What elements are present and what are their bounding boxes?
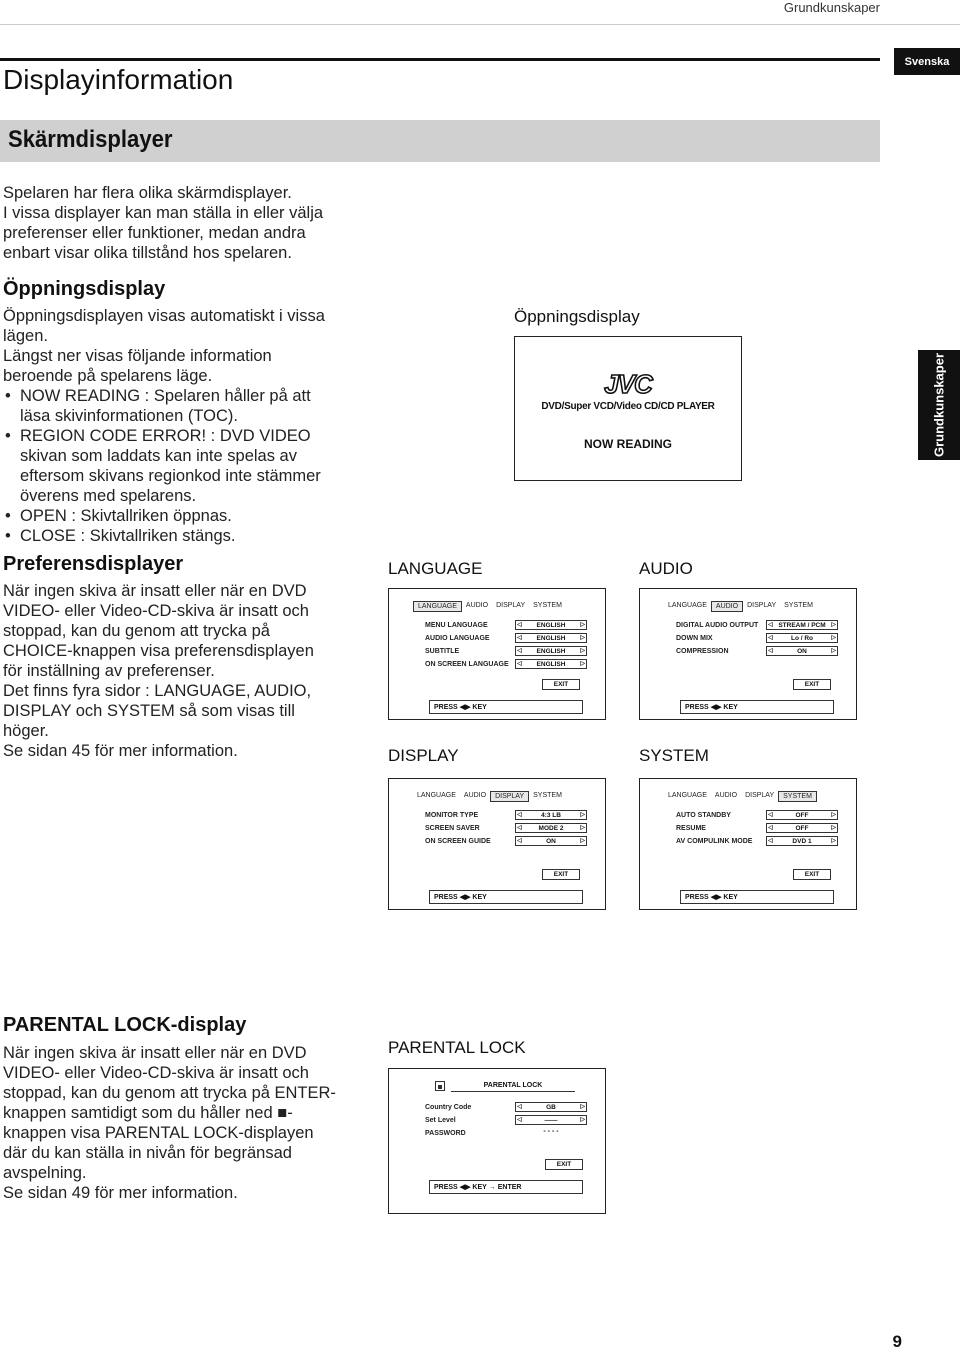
parental-screen xyxy=(388,1068,606,1214)
key-hint-key: KEY xyxy=(723,703,738,711)
bullet-item xyxy=(3,426,383,506)
opening-line: beroende på spelarens läge. xyxy=(3,367,213,385)
key-hint-press: PRESS xyxy=(434,703,458,711)
left-arrow-icon: ◁ xyxy=(768,648,773,654)
setting-value[interactable] xyxy=(515,823,587,833)
left-arrow-icon: ◁ xyxy=(768,635,773,641)
left-arrow-icon: ◁ xyxy=(517,635,522,641)
setting-label: RESUME xyxy=(676,825,706,832)
pref-line: När ingen skiva är insatt eller när en DVD xyxy=(3,582,307,600)
setting-label: SCREEN SAVER xyxy=(425,825,480,832)
pref-line: CHOICE-knappen visa preferensdisplayen xyxy=(3,642,314,660)
intro-line: Spelaren har flera olika skärmdisplayer. xyxy=(3,184,292,202)
setting-value[interactable] xyxy=(766,633,838,643)
opening-screen xyxy=(514,336,742,481)
pref-line: DISPLAY och SYSTEM så som visas till xyxy=(3,702,295,720)
right-arrow-icon: ▷ xyxy=(580,648,585,654)
exit-button[interactable]: EXIT xyxy=(542,679,580,690)
bullet-line: överens med spelarens. xyxy=(20,487,197,505)
tab-system[interactable]: SYSTEM xyxy=(778,791,817,802)
left-right-arrow-icon: ◀▶ xyxy=(710,894,722,901)
key-hint-press: PRESS xyxy=(685,893,709,901)
exit-button[interactable]: EXIT xyxy=(545,1159,583,1170)
display-screen xyxy=(388,778,606,910)
left-arrow-icon: ◁ xyxy=(768,812,773,818)
bullet-line: • OPEN : Skivtallriken öppnas. xyxy=(20,507,232,525)
setting-label: DIGITAL AUDIO OUTPUT xyxy=(676,622,759,629)
side-tab-label: Grundkunskaper xyxy=(931,352,947,458)
opening-line: Öppningsdisplayen visas automatiskt i vissa xyxy=(3,307,325,325)
tab-display[interactable]: DISPLAY xyxy=(745,792,775,799)
left-arrow-icon: ◁ xyxy=(768,825,773,831)
parental-line: knappen samtidigt som du håller ned ■- xyxy=(3,1104,293,1122)
setting-value-text: OFF xyxy=(795,811,809,819)
setting-value-text: ENGLISH xyxy=(536,621,566,629)
setting-label: Country Code xyxy=(425,1104,472,1111)
page-number: 9 xyxy=(892,1332,902,1351)
parental-line: avspelning. xyxy=(3,1164,87,1182)
parental-line: Se sidan 49 för mer information. xyxy=(3,1184,238,1202)
right-arrow-icon: ▷ xyxy=(580,1104,585,1110)
setting-value-text: OFF xyxy=(795,824,809,832)
setting-value[interactable] xyxy=(515,646,587,656)
section-title: Skärmdisplayer xyxy=(8,126,173,153)
left-arrow-icon: ◁ xyxy=(768,838,773,844)
setting-label: Set Level xyxy=(425,1117,456,1124)
tab-system[interactable]: SYSTEM xyxy=(784,602,813,609)
pref-line: för inställning av preferenser. xyxy=(3,662,215,680)
right-arrow-icon: ▷ xyxy=(831,635,836,641)
system-screen xyxy=(639,778,857,910)
right-arrow-icon: ▷ xyxy=(580,661,585,667)
setting-label: ON SCREEN LANGUAGE xyxy=(425,661,509,668)
bullet-line: eftersom skivans regionkod inte stämmer xyxy=(20,467,321,485)
left-arrow-icon: ◁ xyxy=(517,1117,522,1123)
right-arrow-icon: ▷ xyxy=(831,838,836,844)
running-head: Grundkunskaper xyxy=(783,0,880,15)
right-arrow-icon: ▷ xyxy=(831,648,836,654)
system-caption: SYSTEM xyxy=(639,746,709,765)
key-hint-bar xyxy=(429,1180,583,1194)
left-right-arrow-icon: ◀▶ xyxy=(459,704,471,711)
setting-label: MONITOR TYPE xyxy=(425,812,479,819)
bullet-line: • REGION CODE ERROR! : DVD VIDEO xyxy=(20,427,311,445)
parental-text xyxy=(3,1043,383,1203)
language-screen xyxy=(388,588,606,720)
set-level-value[interactable] xyxy=(515,1115,587,1125)
parental-caption: PARENTAL LOCK xyxy=(388,1038,526,1057)
left-arrow-icon: ◁ xyxy=(517,622,522,628)
player-model: DVD/Super VCD/Video CD/CD PLAYER xyxy=(541,401,715,412)
right-arrow-icon: ▷ xyxy=(831,812,836,818)
setting-value[interactable] xyxy=(515,836,587,846)
top-rule xyxy=(0,24,960,25)
intro-line: I vissa displayer kan man ställa in eller välja xyxy=(3,204,324,222)
tab-display[interactable]: DISPLAY xyxy=(747,602,777,609)
preferences-heading: Preferensdisplayer xyxy=(3,553,184,575)
pref-line: Se sidan 45 för mer information. xyxy=(3,742,238,760)
intro-line: preferenser eller funktioner, medan andra xyxy=(3,224,306,242)
tab-language[interactable]: LANGUAGE xyxy=(413,601,462,612)
right-arrow-icon: → xyxy=(488,1183,496,1191)
left-right-arrow-icon: ◀▶ xyxy=(459,1184,471,1191)
setting-value-text: MODE 2 xyxy=(538,824,564,832)
screen-tabs xyxy=(413,601,566,612)
pref-line: Det finns fyra sidor : LANGUAGE, AUDIO, xyxy=(3,682,312,700)
setting-value[interactable] xyxy=(766,836,838,846)
screen-tabs xyxy=(664,601,817,612)
tab-display[interactable]: DISPLAY xyxy=(496,602,526,609)
key-hint-bar xyxy=(429,700,583,714)
setting-value[interactable] xyxy=(766,620,838,630)
parental-line: stoppad, kan du genom att trycka på ENTER- xyxy=(3,1084,336,1102)
right-arrow-icon: ▷ xyxy=(580,1117,585,1123)
setting-label: DOWN MIX xyxy=(676,635,713,642)
left-arrow-icon: ◁ xyxy=(768,622,773,628)
key-hint-bar xyxy=(429,890,583,904)
password-field[interactable]: - - - - xyxy=(543,1128,559,1135)
tab-audio[interactable]: AUDIO xyxy=(711,601,743,612)
pref-line: stoppad, kan du genom att trycka på xyxy=(3,622,270,640)
right-arrow-icon: ▷ xyxy=(580,838,585,844)
setting-value-text: ENGLISH xyxy=(536,634,566,642)
jvc-logo: JVC xyxy=(604,369,652,399)
status-text: NOW READING xyxy=(584,437,672,451)
setting-value-text: ENGLISH xyxy=(536,647,566,655)
opening-text xyxy=(3,306,383,546)
setting-value-text: 4:3 LB xyxy=(541,811,561,819)
setting-value-text: —— xyxy=(544,1116,558,1124)
display-caption: DISPLAY xyxy=(388,746,459,765)
setting-value-text: STREAM / PCM xyxy=(778,621,826,629)
setting-value-text: ENGLISH xyxy=(536,660,566,668)
left-arrow-icon: ◁ xyxy=(517,812,522,818)
setting-label: PASSWORD xyxy=(425,1130,466,1137)
opening-line: Längst ner visas följande information xyxy=(3,347,272,365)
parental-heading: PARENTAL LOCK-display xyxy=(3,1014,247,1036)
bullet-item xyxy=(3,526,383,546)
bullet-item xyxy=(3,506,383,526)
setting-value-text: Lo / Ro xyxy=(790,634,814,642)
audio-caption: AUDIO xyxy=(639,559,693,578)
tab-audio[interactable]: AUDIO xyxy=(714,792,738,799)
opening-heading: Öppningsdisplay xyxy=(3,278,166,300)
parental-title: PARENTAL LOCK xyxy=(451,1080,575,1092)
language-tab: Svenska xyxy=(894,48,960,75)
setting-label: MENU LANGUAGE xyxy=(425,622,488,629)
preferences-text xyxy=(3,581,383,761)
left-arrow-icon: ◁ xyxy=(517,661,522,667)
opening-bullets xyxy=(3,386,383,546)
key-hint-enter: ENTER xyxy=(497,1183,522,1191)
tab-language[interactable]: LANGUAGE xyxy=(668,792,707,799)
setting-label: COMPRESSION xyxy=(676,648,729,655)
left-arrow-icon: ◁ xyxy=(517,1104,522,1110)
setting-value-text: ON xyxy=(546,837,556,845)
setting-label: SUBTITLE xyxy=(425,648,460,655)
tab-language[interactable]: LANGUAGE xyxy=(668,602,707,609)
parental-line: där du kan ställa in nivån för begränsad xyxy=(3,1144,292,1162)
right-arrow-icon: ▷ xyxy=(831,825,836,831)
parental-line: När ingen skiva är insatt eller när en DVD xyxy=(3,1044,307,1062)
country-code-value[interactable] xyxy=(515,1102,587,1112)
parental-line: knappen visa PARENTAL LOCK-displayen xyxy=(3,1124,314,1142)
opening-line: lägen. xyxy=(3,327,48,345)
tab-system[interactable]: SYSTEM xyxy=(533,792,562,799)
exit-button[interactable]: EXIT xyxy=(793,679,831,690)
heading-rule xyxy=(0,58,880,61)
setting-label: AUTO STANDBY xyxy=(676,812,731,819)
right-arrow-icon: ▷ xyxy=(831,622,836,628)
key-hint-key: KEY xyxy=(723,893,738,901)
left-arrow-icon: ◁ xyxy=(517,838,522,844)
tab-display[interactable]: DISPLAY xyxy=(490,791,529,802)
setting-value[interactable] xyxy=(766,646,838,656)
pref-line: VIDEO- eller Video-CD-skiva är insatt och xyxy=(3,602,309,620)
tab-audio[interactable]: AUDIO xyxy=(463,792,487,799)
bullet-line: läsa skivinformationen (TOC). xyxy=(20,407,238,425)
right-arrow-icon: ▷ xyxy=(580,812,585,818)
setting-value[interactable] xyxy=(766,810,838,820)
exit-button[interactable]: EXIT xyxy=(542,869,580,880)
side-tab xyxy=(918,350,960,460)
setting-value-text: GB xyxy=(546,1103,556,1111)
screen-tabs xyxy=(413,791,566,802)
key-hint-press: PRESS xyxy=(434,1183,458,1191)
exit-button[interactable]: EXIT xyxy=(793,869,831,880)
language-caption: LANGUAGE xyxy=(388,559,483,578)
intro-line: enbart visar olika tillstånd hos spelaren. xyxy=(3,244,292,262)
setting-value[interactable] xyxy=(515,659,587,669)
screen-tabs xyxy=(664,791,817,802)
setting-value-text: DVD 1 xyxy=(792,837,812,845)
bullet-item xyxy=(3,386,383,426)
pref-line: höger. xyxy=(3,722,49,740)
opening-figure-caption: Öppningsdisplay xyxy=(514,307,640,326)
left-arrow-icon: ◁ xyxy=(517,825,522,831)
setting-label: AV COMPULINK MODE xyxy=(676,838,753,845)
right-arrow-icon: ▷ xyxy=(580,622,585,628)
setting-label: ON SCREEN GUIDE xyxy=(425,838,491,845)
setting-value[interactable] xyxy=(766,823,838,833)
bullet-line: • CLOSE : Skivtallriken stängs. xyxy=(20,527,236,545)
key-hint-key: KEY xyxy=(472,893,487,901)
setting-value[interactable] xyxy=(515,620,587,630)
right-arrow-icon: ▷ xyxy=(580,825,585,831)
setting-value-text: ON xyxy=(797,647,807,655)
tab-system[interactable]: SYSTEM xyxy=(533,602,562,609)
page-title: Displayinformation xyxy=(3,64,234,95)
key-hint-key: KEY xyxy=(472,703,487,711)
key-hint-bar xyxy=(680,700,834,714)
key-hint-press: PRESS xyxy=(434,893,458,901)
audio-screen xyxy=(639,588,857,720)
setting-value[interactable] xyxy=(515,810,587,820)
tab-audio[interactable]: AUDIO xyxy=(465,602,489,609)
setting-value[interactable] xyxy=(515,633,587,643)
setting-label: AUDIO LANGUAGE xyxy=(425,635,490,642)
right-arrow-icon: ▷ xyxy=(580,635,585,641)
lock-icon xyxy=(435,1081,445,1091)
bullet-line: skivan som laddats kan inte spelas av xyxy=(20,447,297,465)
key-hint-press: PRESS xyxy=(685,703,709,711)
left-right-arrow-icon: ◀▶ xyxy=(710,704,722,711)
left-arrow-icon: ◁ xyxy=(517,648,522,654)
left-right-arrow-icon: ◀▶ xyxy=(459,894,471,901)
parental-line: VIDEO- eller Video-CD-skiva är insatt och xyxy=(3,1064,309,1082)
key-hint-key: KEY xyxy=(472,1183,487,1191)
key-hint-bar xyxy=(680,890,834,904)
intro-text xyxy=(3,183,383,263)
bullet-line: • NOW READING : Spelaren håller på att xyxy=(20,387,311,405)
tab-language[interactable]: LANGUAGE xyxy=(417,792,456,799)
